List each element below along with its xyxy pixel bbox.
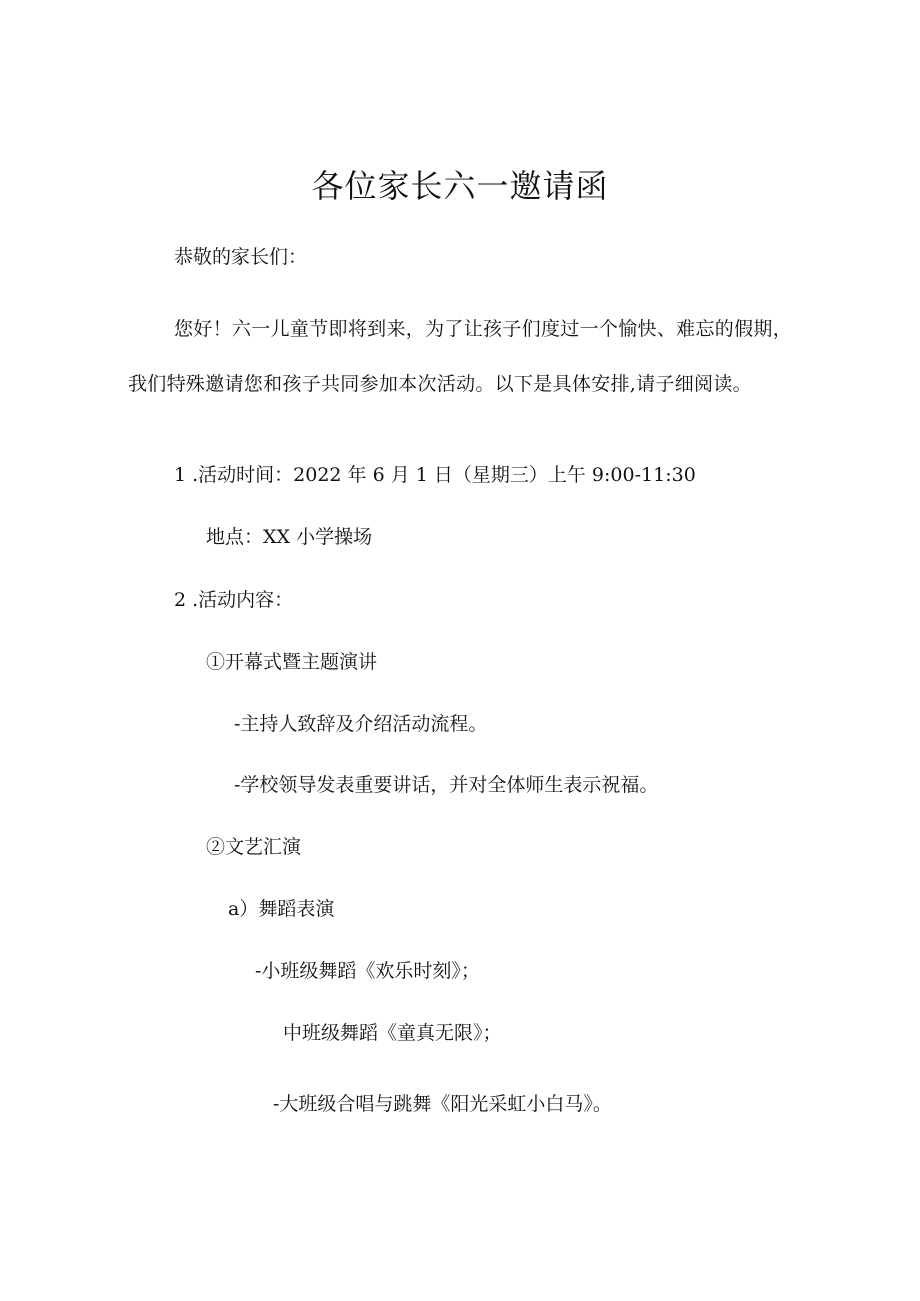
performance-heading: ②文艺汇演	[206, 836, 302, 858]
dance-item-middle-class: 中班级舞蹈《童真无限》；	[283, 1022, 502, 1044]
opening-ceremony-heading: ①开幕式暨主题演讲	[206, 651, 378, 673]
host-speech-item: -主持人致辞及介绍活动流程。	[234, 713, 488, 735]
leader-speech-item: -学校领导发表重要讲话，并对全体师生表示祝福。	[234, 774, 659, 796]
document-title: 各位家长六一邀请函	[311, 167, 609, 205]
activity-content-heading: 2 .活动内容：	[174, 589, 294, 611]
greeting: 恭敬的家长们：	[174, 246, 308, 268]
activity-time: 1 .活动时间：2022 年 6 月 1 日（星期三）上午 9:00-11:30	[174, 464, 696, 486]
dance-item-big-class: -大班级合唱与跳舞《阳光采虹小白马》。	[273, 1093, 612, 1115]
intro-paragraph: 您好！六一儿童节即将到来，为了让孩子们度过一个愉快、难忘的假期，我们特殊邀请您和孩子共同参加本次活动。以下是具体安排,请子细阅读。	[128, 318, 792, 395]
dance-item-small-class: -小班级舞蹈《欢乐时刻》；	[255, 960, 480, 982]
activity-place: 地点：XX 小学操场	[206, 526, 373, 548]
dance-heading: a）舞蹈表演	[228, 898, 335, 920]
